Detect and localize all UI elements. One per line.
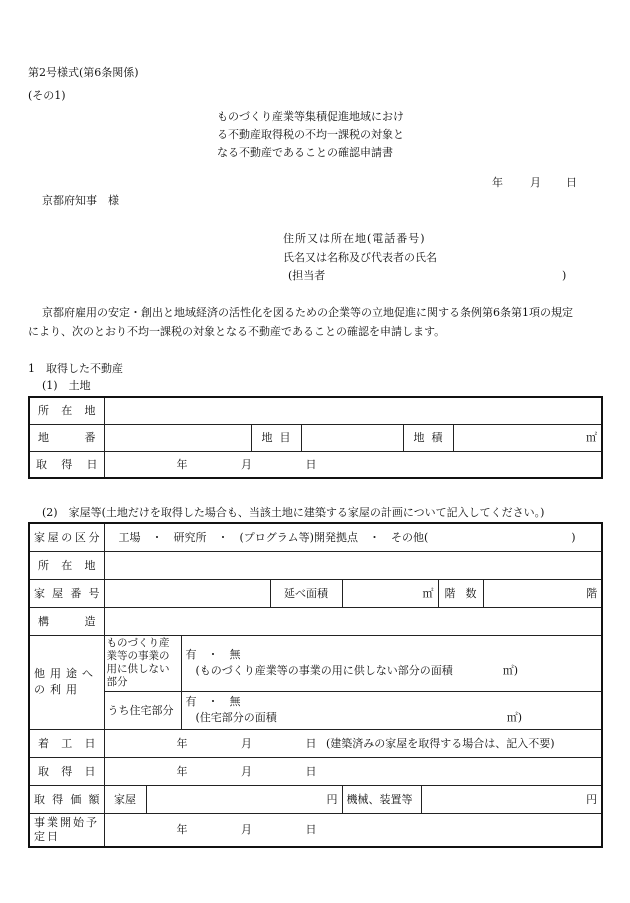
applicant-contact-open: (担当者 <box>288 269 326 282</box>
non-mfg-area-label: (ものづくり産業等の事業の用に供しない部分の面積 <box>195 664 453 677</box>
price-equipment-field[interactable] <box>421 785 602 813</box>
statement-line-2: により、次のとおり不均一課税の対象となる不動産であることの確認を申請します。 <box>28 325 446 338</box>
land-area-unit: ㎡ <box>586 431 598 444</box>
land-acquired-year: 年 <box>176 457 188 471</box>
business-start-year: 年 <box>176 823 188 837</box>
land-location-field[interactable] <box>104 397 602 424</box>
price-house-field[interactable] <box>146 785 342 813</box>
residential-yes-no[interactable]: 有 ・ 無 <box>185 695 241 708</box>
application-statement <box>28 303 608 341</box>
house-number-label: 家屋番号 <box>29 579 104 607</box>
price-equipment-yen: 円 <box>586 792 598 806</box>
residential-area-label: (住宅部分の面積 <box>195 711 277 724</box>
building-type-label: 家屋の区分 <box>29 523 104 551</box>
applicant-contact-close: ) <box>562 269 567 282</box>
land-acquired-month: 月 <box>241 457 252 471</box>
land-area-label: 地積 <box>403 424 453 451</box>
applicant-name-label: 氏名又は名称及び代表者の氏名 <box>283 251 437 264</box>
land-acquired-day: 日 <box>305 457 317 471</box>
statement-line-1: 京都府雇用の安定・創出と地域経済の活性化を図るための企業等の立地促進に関する条例第6条第1項の規定 <box>42 306 573 319</box>
building-table <box>28 522 603 848</box>
building-acquired-day: 日 <box>305 764 317 778</box>
building-location-field[interactable] <box>104 551 602 579</box>
date-year-label: 年 <box>492 176 503 189</box>
other-use-label: 他用途への利用 <box>29 635 104 729</box>
date-month-label: 月 <box>530 176 541 189</box>
form-title <box>217 108 404 162</box>
construction-start-month: 月 <box>241 736 252 750</box>
non-mfg-area-close: ㎡) <box>502 664 519 677</box>
business-start-field[interactable] <box>104 813 602 847</box>
title-line-2: る不動産取得税の不均一課税の対象と <box>217 128 404 141</box>
construction-start-day: 日 <box>305 736 317 750</box>
business-start-month: 月 <box>241 823 252 837</box>
price-house-label: 家屋 <box>104 785 146 813</box>
floors-unit: 階 <box>586 586 598 600</box>
floor-area-label: 延べ面積 <box>270 579 342 607</box>
section1-heading: 1 取得した不動産 <box>28 362 123 375</box>
floors-label: 階数 <box>438 579 483 607</box>
structure-field[interactable] <box>104 607 602 635</box>
residential-field[interactable] <box>181 691 602 729</box>
land-acquired-label: 取得日 <box>29 451 104 478</box>
building-heading: (2) 家屋等(土地だけを取得した場合も、当該土地に建築する家屋の計画について記入してください。) <box>42 506 545 519</box>
sub-number: (その1) <box>28 89 66 102</box>
construction-start-year: 年 <box>176 736 188 750</box>
land-lot-number-label: 地番 <box>29 424 104 451</box>
title-line-3: なる不動産であることの確認申請書 <box>217 146 393 159</box>
title-line-1: ものづくり産業等集積促進地域におけ <box>217 110 404 123</box>
land-area-field[interactable] <box>453 424 602 451</box>
business-start-day: 日 <box>305 823 317 837</box>
building-acquired-year: 年 <box>176 764 188 778</box>
building-location-label: 所在地 <box>29 551 104 579</box>
applicant-address-label: 住所又は所在地(電話番号) <box>283 232 426 245</box>
land-acquired-field[interactable] <box>104 451 602 478</box>
structure-label: 構造 <box>29 607 104 635</box>
construction-start-label: 着工日 <box>29 729 104 757</box>
non-mfg-field[interactable] <box>181 635 602 691</box>
form-number: 第2号様式(第6条関係) <box>28 66 139 79</box>
business-start-label: 事業開始予定日 <box>29 813 104 847</box>
non-mfg-yes-no[interactable]: 有 ・ 無 <box>185 648 241 661</box>
price-label: 取得価額 <box>29 785 104 813</box>
land-lot-number-field[interactable] <box>104 424 251 451</box>
floor-area-unit: ㎡ <box>422 586 434 600</box>
land-heading: (1) 土地 <box>42 379 91 392</box>
non-mfg-label: ものづくり産業等の事業の用に供しない部分 <box>104 635 181 691</box>
building-acquired-field[interactable] <box>104 757 602 785</box>
residential-label: うち住宅部分 <box>104 691 181 729</box>
house-number-field[interactable] <box>104 579 270 607</box>
building-type-options[interactable]: 工場 ・ 研究所 ・ (プログラム等)開発拠点 ・ その他( ) <box>104 523 602 551</box>
price-house-yen: 円 <box>326 792 338 806</box>
land-location-label: 所在地 <box>29 397 104 424</box>
land-category-field[interactable] <box>301 424 403 451</box>
construction-start-note: (建築済みの家屋を取得する場合は、記入不要) <box>326 736 555 750</box>
residential-area-close: ㎡) <box>506 711 523 724</box>
construction-start-field[interactable] <box>104 729 602 757</box>
building-acquired-month: 月 <box>241 764 252 778</box>
date-day-label: 日 <box>566 176 577 189</box>
land-table <box>28 396 603 479</box>
land-category-label: 地目 <box>251 424 301 451</box>
building-acquired-label: 取得日 <box>29 757 104 785</box>
addressee: 京都府知事 様 <box>42 194 119 207</box>
floor-area-field[interactable] <box>342 579 438 607</box>
price-equipment-label: 機械、装置等 <box>342 785 421 813</box>
floors-field[interactable] <box>483 579 602 607</box>
